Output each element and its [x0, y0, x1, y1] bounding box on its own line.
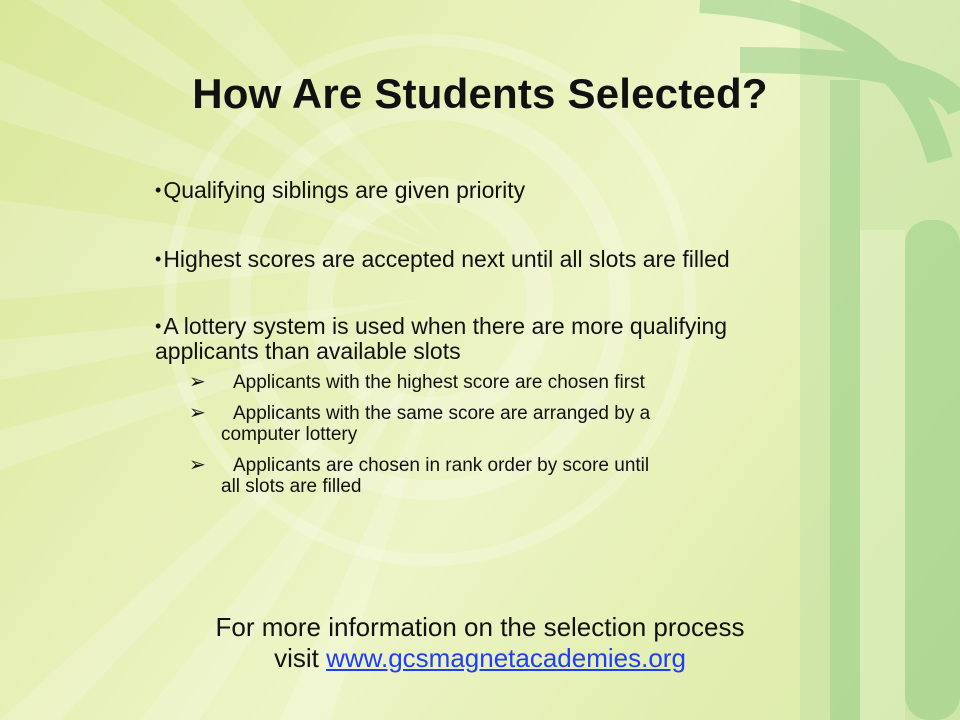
bullet-text: A lottery system is used when there are more qualifying applicants than available slots [155, 313, 728, 364]
bullet-dot-icon: • [155, 249, 162, 269]
footer-note [0, 612, 960, 674]
slide-title: How Are Students Selected? [192, 70, 768, 117]
sub-bullet-text: Applicants with the highest score are chosen first [233, 372, 645, 393]
sub-bullet-text-continued: all slots are filled [221, 476, 362, 497]
footer-link-line [0, 643, 960, 674]
bullet-text: Qualifying siblings are given priority [163, 177, 526, 203]
bullet-item [155, 178, 795, 203]
bullet-dot-icon: • [155, 180, 162, 200]
footer-line: For more information on the selection process [215, 612, 745, 642]
bullet-text: Highest scores are accepted next until all slots are filled [163, 246, 730, 272]
sub-bullet-text-continued: computer lottery [221, 424, 358, 445]
sub-bullet-item [155, 372, 795, 393]
arrow-bullet-icon: ➢ [189, 402, 206, 424]
sub-bullet-item [155, 403, 795, 445]
sub-bullet-item [155, 455, 795, 497]
footer-visit-label: visit [274, 643, 319, 673]
bullet-list [155, 178, 795, 507]
bullet-item [155, 314, 795, 364]
bullet-item [155, 247, 795, 272]
bullet-dot-icon: • [155, 316, 162, 336]
arrow-bullet-icon: ➢ [189, 371, 206, 393]
sub-bullet-text: Applicants with the same score are arranged by a [233, 403, 651, 424]
website-link[interactable]: www.gcsmagnetacademies.org [326, 643, 686, 673]
arrow-bullet-icon: ➢ [189, 454, 206, 476]
sub-bullet-text: Applicants are chosen in rank order by score until [233, 455, 650, 476]
